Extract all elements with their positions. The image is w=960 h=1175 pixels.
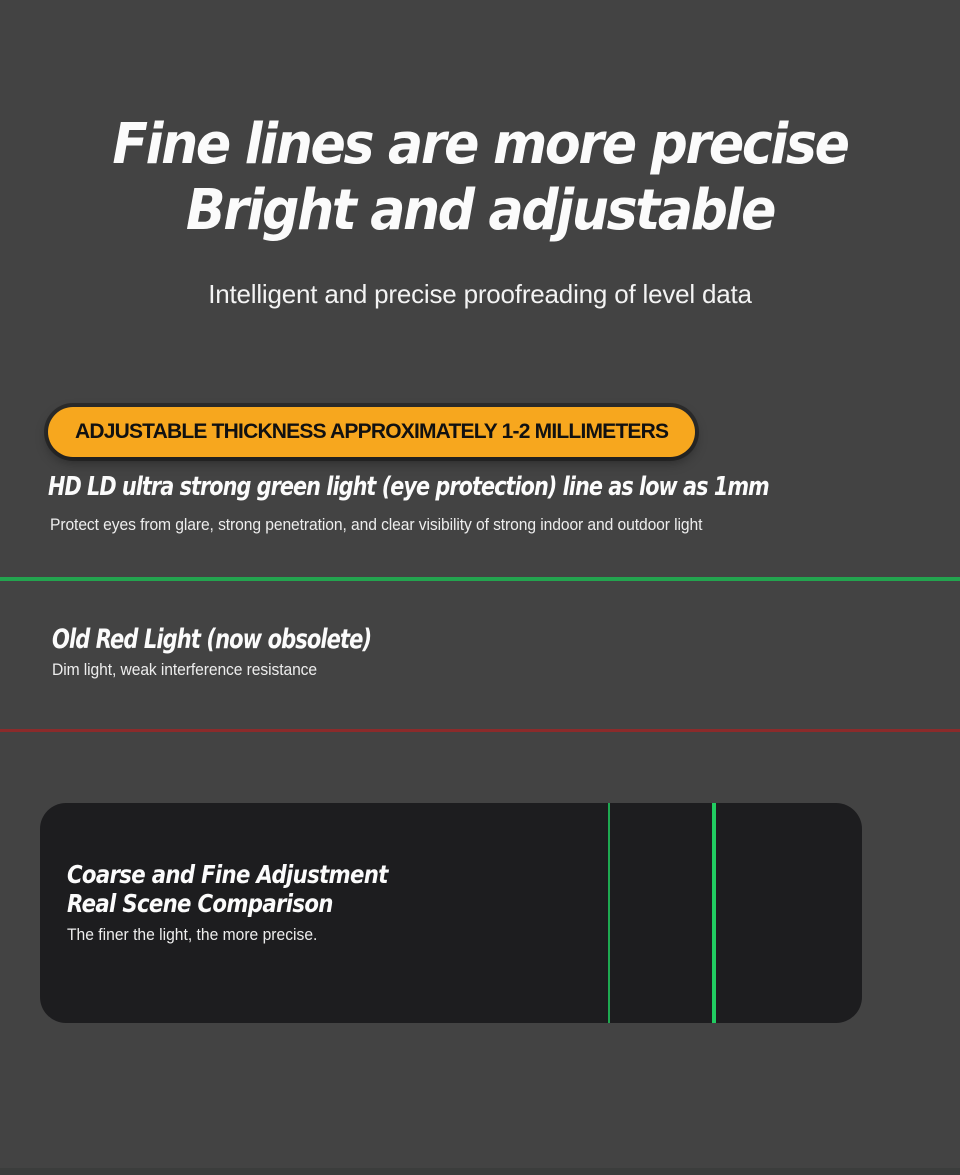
coarse-laser-line xyxy=(712,803,716,1023)
thickness-badge xyxy=(48,407,695,457)
comparison-card xyxy=(40,803,862,1023)
thickness-badge-label: ADJUSTABLE THICKNESS APPROXIMATELY 1-2 MILLIMETERS xyxy=(75,420,669,443)
green-laser-divider-line xyxy=(0,577,960,581)
comparison-card-description: The finer the light, the more precise. xyxy=(67,925,318,944)
red-laser-divider-line xyxy=(0,729,960,732)
comparison-card-heading-line2: Real Scene Comparison xyxy=(67,889,333,918)
comparison-card-heading xyxy=(67,860,388,918)
comparison-card-heading-line1: Coarse and Fine Adjustment xyxy=(67,860,388,889)
green-laser-heading: HD LD ultra strong green light (eye protection) line as low as 1mm xyxy=(48,472,769,502)
red-laser-heading: Old Red Light (now obsolete) xyxy=(52,624,372,655)
red-laser-description: Dim light, weak interference resistance xyxy=(52,660,318,679)
bottom-edge-strip xyxy=(0,1168,960,1175)
green-laser-description: Protect eyes from glare, strong penetration, and clear visibility of strong indoor and outdoor light xyxy=(50,515,703,534)
hero-title-line1: Fine lines are more precise xyxy=(112,112,848,177)
fine-laser-line xyxy=(608,803,610,1023)
hero-subtitle: Intelligent and precise proofreading of level data xyxy=(208,279,752,309)
hero-title xyxy=(34,112,927,244)
hero-title-line2: Bright and adjustable xyxy=(185,178,775,243)
